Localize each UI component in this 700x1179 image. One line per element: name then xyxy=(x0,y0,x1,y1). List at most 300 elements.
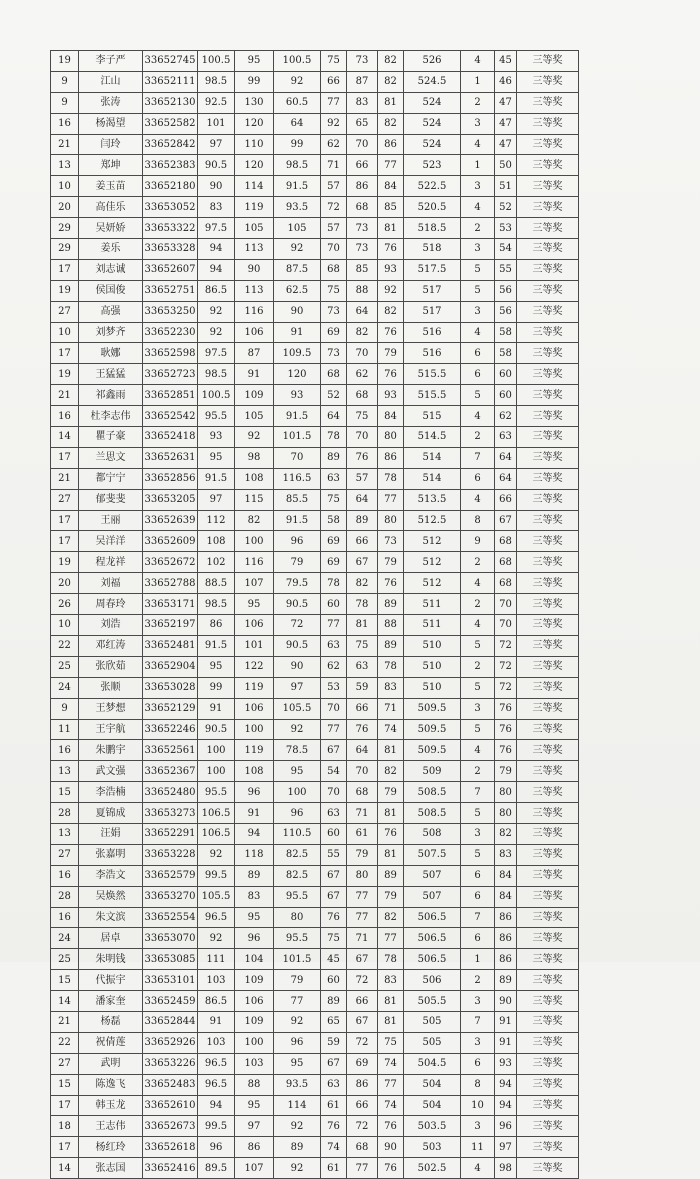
score-cell: 100 xyxy=(235,531,274,552)
score-cell: 81 xyxy=(378,92,404,113)
award-cell: 三等奖 xyxy=(517,531,579,552)
score-cell: 93.5 xyxy=(274,197,321,218)
class-rank-cell: 6 xyxy=(461,886,495,907)
score-cell: 68 xyxy=(347,1137,378,1158)
score-cell: 81 xyxy=(378,991,404,1012)
name-cell: 张志国 xyxy=(79,1158,143,1179)
student-id-cell: 33652459 xyxy=(143,991,198,1012)
overall-rank-cell: 58 xyxy=(495,343,517,364)
class-cell: 15 xyxy=(51,1074,79,1095)
class-rank-cell: 5 xyxy=(461,259,495,280)
name-cell: 郁斐斐 xyxy=(79,489,143,510)
class-cell: 17 xyxy=(51,1137,79,1158)
name-cell: 刘志诚 xyxy=(79,259,143,280)
score-cell: 106 xyxy=(235,698,274,719)
score-cell: 90.5 xyxy=(274,594,321,615)
score-cell: 93 xyxy=(378,385,404,406)
name-cell: 姜玉苗 xyxy=(79,176,143,197)
score-cell: 90.5 xyxy=(274,635,321,656)
class-rank-cell: 5 xyxy=(461,677,495,698)
total-cell: 515.5 xyxy=(404,385,461,406)
class-cell: 11 xyxy=(51,719,79,740)
name-cell: 张嘉明 xyxy=(79,844,143,865)
score-cell: 60.5 xyxy=(274,92,321,113)
class-rank-cell: 3 xyxy=(461,301,495,322)
name-cell: 闫玲 xyxy=(79,134,143,155)
total-cell: 518 xyxy=(404,239,461,260)
class-rank-cell: 11 xyxy=(461,1137,495,1158)
name-cell: 侯国俊 xyxy=(79,280,143,301)
overall-rank-cell: 80 xyxy=(495,803,517,824)
score-cell: 86.5 xyxy=(198,991,235,1012)
table-row xyxy=(51,134,579,155)
student-id-cell: 33652607 xyxy=(143,259,198,280)
student-id-cell: 33653250 xyxy=(143,301,198,322)
class-cell: 27 xyxy=(51,1053,79,1074)
name-cell: 王梦想 xyxy=(79,698,143,719)
table-row xyxy=(51,489,579,510)
score-cell: 97.5 xyxy=(198,343,235,364)
student-id-cell: 33652926 xyxy=(143,1032,198,1053)
class-rank-cell: 6 xyxy=(461,928,495,949)
name-cell: 祝倩莲 xyxy=(79,1032,143,1053)
student-id-cell: 33653052 xyxy=(143,197,198,218)
overall-rank-cell: 47 xyxy=(495,113,517,134)
total-cell: 504 xyxy=(404,1074,461,1095)
score-cell: 114 xyxy=(235,176,274,197)
score-cell: 68 xyxy=(321,364,347,385)
class-cell: 9 xyxy=(51,698,79,719)
name-cell: 李浩文 xyxy=(79,865,143,886)
total-cell: 509.5 xyxy=(404,740,461,761)
score-cell: 92 xyxy=(274,1011,321,1032)
overall-rank-cell: 58 xyxy=(495,322,517,343)
score-cell: 95 xyxy=(274,1053,321,1074)
score-cell: 81 xyxy=(378,844,404,865)
award-cell: 三等奖 xyxy=(517,865,579,886)
score-cell: 52 xyxy=(321,385,347,406)
total-cell: 507 xyxy=(404,886,461,907)
table-row xyxy=(51,698,579,719)
score-cell: 93 xyxy=(274,385,321,406)
score-cell: 63 xyxy=(321,803,347,824)
student-id-cell: 33652673 xyxy=(143,1116,198,1137)
score-cell: 82 xyxy=(378,51,404,72)
score-cell: 116 xyxy=(235,552,274,573)
class-rank-cell: 3 xyxy=(461,991,495,1012)
class-rank-cell: 4 xyxy=(461,489,495,510)
total-cell: 508.5 xyxy=(404,782,461,803)
class-rank-cell: 4 xyxy=(461,1158,495,1179)
score-cell: 94 xyxy=(198,259,235,280)
score-cell: 74 xyxy=(378,719,404,740)
table-row xyxy=(51,176,579,197)
score-cell: 95 xyxy=(235,594,274,615)
student-id-cell: 33653226 xyxy=(143,1053,198,1074)
award-cell: 三等奖 xyxy=(517,615,579,636)
score-cell: 95 xyxy=(235,1095,274,1116)
overall-rank-cell: 91 xyxy=(495,1011,517,1032)
table-row xyxy=(51,656,579,677)
student-id-cell: 33652751 xyxy=(143,280,198,301)
class-cell: 27 xyxy=(51,489,79,510)
overall-rank-cell: 53 xyxy=(495,218,517,239)
score-cell: 69 xyxy=(321,322,347,343)
class-rank-cell: 2 xyxy=(461,427,495,448)
student-id-cell: 33652631 xyxy=(143,447,198,468)
score-cell: 95 xyxy=(198,447,235,468)
table-row xyxy=(51,635,579,656)
score-cell: 107 xyxy=(235,573,274,594)
overall-rank-cell: 76 xyxy=(495,719,517,740)
score-cell: 76 xyxy=(378,239,404,260)
class-rank-cell: 3 xyxy=(461,823,495,844)
score-cell: 106.5 xyxy=(198,823,235,844)
class-rank-cell: 4 xyxy=(461,197,495,218)
score-cell: 83 xyxy=(235,886,274,907)
score-cell: 93.5 xyxy=(274,1074,321,1095)
score-cell: 91.5 xyxy=(274,406,321,427)
score-cell: 80 xyxy=(274,907,321,928)
total-cell: 504 xyxy=(404,1095,461,1116)
total-cell: 526 xyxy=(404,51,461,72)
name-cell: 吴洋洋 xyxy=(79,531,143,552)
score-cell: 92 xyxy=(198,928,235,949)
score-cell: 54 xyxy=(321,761,347,782)
class-rank-cell: 4 xyxy=(461,51,495,72)
award-cell: 三等奖 xyxy=(517,447,579,468)
award-cell: 三等奖 xyxy=(517,322,579,343)
score-cell: 120 xyxy=(274,364,321,385)
score-cell: 64 xyxy=(274,113,321,134)
score-cell: 113 xyxy=(235,280,274,301)
total-cell: 524 xyxy=(404,92,461,113)
student-id-cell: 33653270 xyxy=(143,886,198,907)
class-cell: 21 xyxy=(51,385,79,406)
name-cell: 杨红玲 xyxy=(79,1137,143,1158)
student-id-cell: 33652610 xyxy=(143,1095,198,1116)
table-row xyxy=(51,991,579,1012)
score-cell: 91 xyxy=(235,364,274,385)
score-cell: 94 xyxy=(235,823,274,844)
score-cell: 70 xyxy=(321,782,347,803)
score-cell: 77 xyxy=(321,92,347,113)
score-cell: 73 xyxy=(321,343,347,364)
overall-rank-cell: 72 xyxy=(495,677,517,698)
score-cell: 120 xyxy=(235,155,274,176)
score-cell: 91.5 xyxy=(274,510,321,531)
table-row xyxy=(51,218,579,239)
class-cell: 14 xyxy=(51,1158,79,1179)
name-cell: 代振宇 xyxy=(79,970,143,991)
score-cell: 59 xyxy=(347,677,378,698)
score-cell: 89.5 xyxy=(198,1158,235,1179)
score-cell: 73 xyxy=(378,531,404,552)
score-cell: 109 xyxy=(235,1011,274,1032)
total-cell: 514 xyxy=(404,468,461,489)
score-cell: 83 xyxy=(198,197,235,218)
score-cell: 104 xyxy=(235,949,274,970)
score-cell: 77 xyxy=(378,155,404,176)
score-cell: 112 xyxy=(198,510,235,531)
overall-rank-cell: 91 xyxy=(495,1032,517,1053)
total-cell: 509.5 xyxy=(404,698,461,719)
award-cell: 三等奖 xyxy=(517,1053,579,1074)
score-cell: 74 xyxy=(378,1095,404,1116)
score-cell: 98.5 xyxy=(198,364,235,385)
total-cell: 506 xyxy=(404,970,461,991)
student-id-cell: 33653101 xyxy=(143,970,198,991)
score-cell: 122 xyxy=(235,656,274,677)
score-cell: 113 xyxy=(235,239,274,260)
overall-rank-cell: 89 xyxy=(495,970,517,991)
table-row xyxy=(51,531,579,552)
name-cell: 兰思文 xyxy=(79,447,143,468)
table-row xyxy=(51,1053,579,1074)
score-cell: 101 xyxy=(235,635,274,656)
score-cell: 92.5 xyxy=(198,92,235,113)
score-cell: 76 xyxy=(378,1158,404,1179)
score-cell: 96 xyxy=(274,531,321,552)
score-cell: 91 xyxy=(198,698,235,719)
class-cell: 16 xyxy=(51,907,79,928)
overall-rank-cell: 62 xyxy=(495,406,517,427)
class-cell: 27 xyxy=(51,301,79,322)
score-cell: 90 xyxy=(274,301,321,322)
score-cell: 71 xyxy=(321,155,347,176)
class-rank-cell: 4 xyxy=(461,615,495,636)
name-cell: 张欣茹 xyxy=(79,656,143,677)
name-cell: 朱明钱 xyxy=(79,949,143,970)
score-cell: 83 xyxy=(347,92,378,113)
score-cell: 70 xyxy=(321,698,347,719)
overall-rank-cell: 98 xyxy=(495,1158,517,1179)
class-rank-cell: 2 xyxy=(461,761,495,782)
award-cell: 三等奖 xyxy=(517,1158,579,1179)
class-cell: 17 xyxy=(51,343,79,364)
class-rank-cell: 8 xyxy=(461,1074,495,1095)
student-id-cell: 33652542 xyxy=(143,406,198,427)
name-cell: 吴焕然 xyxy=(79,886,143,907)
award-cell: 三等奖 xyxy=(517,218,579,239)
score-cell: 91 xyxy=(274,322,321,343)
score-cell: 93 xyxy=(378,259,404,280)
student-id-cell: 33652844 xyxy=(143,1011,198,1032)
class-rank-cell: 2 xyxy=(461,656,495,677)
score-cell: 91.5 xyxy=(274,176,321,197)
name-cell: 韩玉龙 xyxy=(79,1095,143,1116)
score-cell: 76 xyxy=(378,364,404,385)
overall-rank-cell: 79 xyxy=(495,761,517,782)
class-cell: 28 xyxy=(51,803,79,824)
class-cell: 24 xyxy=(51,677,79,698)
score-cell: 130 xyxy=(235,92,274,113)
score-cell: 70 xyxy=(321,239,347,260)
class-cell: 16 xyxy=(51,113,79,134)
score-cell: 76 xyxy=(347,447,378,468)
score-cell: 75 xyxy=(321,280,347,301)
class-rank-cell: 6 xyxy=(461,1053,495,1074)
class-cell: 19 xyxy=(51,51,79,72)
score-cell: 66 xyxy=(347,155,378,176)
score-cell: 84 xyxy=(378,406,404,427)
award-cell: 三等奖 xyxy=(517,970,579,991)
table-row xyxy=(51,259,579,280)
name-cell: 郑坤 xyxy=(79,155,143,176)
award-cell: 三等奖 xyxy=(517,197,579,218)
table-row xyxy=(51,447,579,468)
class-rank-cell: 9 xyxy=(461,531,495,552)
award-cell: 三等奖 xyxy=(517,176,579,197)
class-rank-cell: 8 xyxy=(461,510,495,531)
award-cell: 三等奖 xyxy=(517,239,579,260)
score-cell: 99.5 xyxy=(198,1116,235,1137)
score-cell: 91 xyxy=(198,1011,235,1032)
student-id-cell: 33652383 xyxy=(143,155,198,176)
score-cell: 106 xyxy=(235,991,274,1012)
name-cell: 武文强 xyxy=(79,761,143,782)
score-cell: 76 xyxy=(378,1116,404,1137)
student-id-cell: 33652246 xyxy=(143,719,198,740)
score-cell: 118 xyxy=(235,844,274,865)
overall-rank-cell: 94 xyxy=(495,1074,517,1095)
score-cell: 110.5 xyxy=(274,823,321,844)
class-rank-cell: 3 xyxy=(461,113,495,134)
class-rank-cell: 5 xyxy=(461,719,495,740)
award-cell: 三等奖 xyxy=(517,698,579,719)
student-id-cell: 33652561 xyxy=(143,740,198,761)
score-cell: 71 xyxy=(347,928,378,949)
table-row xyxy=(51,343,579,364)
score-cell: 90.5 xyxy=(198,155,235,176)
class-cell: 17 xyxy=(51,1095,79,1116)
score-cell: 59 xyxy=(321,1032,347,1053)
score-cell: 67 xyxy=(321,1053,347,1074)
total-cell: 509.5 xyxy=(404,719,461,740)
score-cell: 116.5 xyxy=(274,468,321,489)
award-cell: 三等奖 xyxy=(517,134,579,155)
score-cell: 96.5 xyxy=(198,907,235,928)
total-cell: 508 xyxy=(404,823,461,844)
total-cell: 517 xyxy=(404,280,461,301)
class-cell: 17 xyxy=(51,259,79,280)
total-cell: 505 xyxy=(404,1011,461,1032)
score-cell: 57 xyxy=(347,468,378,489)
class-rank-cell: 7 xyxy=(461,907,495,928)
class-rank-cell: 3 xyxy=(461,176,495,197)
score-cell: 86 xyxy=(347,176,378,197)
score-cell: 70 xyxy=(347,134,378,155)
class-cell: 10 xyxy=(51,322,79,343)
score-cell: 82.5 xyxy=(274,865,321,886)
total-cell: 524 xyxy=(404,134,461,155)
class-rank-cell: 10 xyxy=(461,1095,495,1116)
total-cell: 506.5 xyxy=(404,928,461,949)
class-cell: 25 xyxy=(51,656,79,677)
total-cell: 517.5 xyxy=(404,259,461,280)
score-cell: 77 xyxy=(347,907,378,928)
class-rank-cell: 5 xyxy=(461,635,495,656)
name-cell: 王宇航 xyxy=(79,719,143,740)
student-id-cell: 33652582 xyxy=(143,113,198,134)
total-cell: 515 xyxy=(404,406,461,427)
name-cell: 杨磊 xyxy=(79,1011,143,1032)
score-cell: 90 xyxy=(378,1137,404,1158)
overall-rank-cell: 67 xyxy=(495,510,517,531)
class-rank-cell: 1 xyxy=(461,155,495,176)
score-cell: 77 xyxy=(378,489,404,510)
score-cell: 82.5 xyxy=(274,844,321,865)
table-row xyxy=(51,322,579,343)
score-cell: 68 xyxy=(321,259,347,280)
name-cell: 刘浩 xyxy=(79,615,143,636)
name-cell: 姜乐 xyxy=(79,239,143,260)
score-cell: 91 xyxy=(235,803,274,824)
class-cell: 16 xyxy=(51,406,79,427)
score-cell: 78.5 xyxy=(274,740,321,761)
score-cell: 99 xyxy=(274,134,321,155)
score-cell: 115 xyxy=(235,489,274,510)
student-id-cell: 33652579 xyxy=(143,865,198,886)
score-cell: 67 xyxy=(347,1011,378,1032)
score-cell: 83 xyxy=(378,677,404,698)
overall-rank-cell: 84 xyxy=(495,865,517,886)
score-cell: 80 xyxy=(378,427,404,448)
class-rank-cell: 4 xyxy=(461,134,495,155)
score-cell: 95 xyxy=(274,761,321,782)
total-cell: 522.5 xyxy=(404,176,461,197)
student-id-cell: 33653085 xyxy=(143,949,198,970)
score-cell: 98.5 xyxy=(274,155,321,176)
class-cell: 14 xyxy=(51,991,79,1012)
award-cell: 三等奖 xyxy=(517,1095,579,1116)
score-cell: 90 xyxy=(274,656,321,677)
score-cell: 85.5 xyxy=(274,489,321,510)
class-cell: 19 xyxy=(51,552,79,573)
total-cell: 502.5 xyxy=(404,1158,461,1179)
student-id-cell: 33653228 xyxy=(143,844,198,865)
score-cell: 68 xyxy=(347,385,378,406)
class-cell: 13 xyxy=(51,155,79,176)
award-cell: 三等奖 xyxy=(517,51,579,72)
name-cell: 汪娟 xyxy=(79,823,143,844)
score-cell: 100 xyxy=(198,761,235,782)
overall-rank-cell: 80 xyxy=(495,782,517,803)
score-cell: 63 xyxy=(347,656,378,677)
overall-rank-cell: 94 xyxy=(495,1095,517,1116)
student-id-cell: 33653322 xyxy=(143,218,198,239)
score-cell: 96.5 xyxy=(198,1053,235,1074)
total-cell: 516 xyxy=(404,322,461,343)
score-cell: 57 xyxy=(321,176,347,197)
total-cell: 512 xyxy=(404,573,461,594)
overall-rank-cell: 96 xyxy=(495,1116,517,1137)
score-cell: 71 xyxy=(378,698,404,719)
score-cell: 81 xyxy=(378,740,404,761)
score-cell: 64 xyxy=(347,740,378,761)
table-row xyxy=(51,573,579,594)
overall-rank-cell: 68 xyxy=(495,552,517,573)
overall-rank-cell: 76 xyxy=(495,740,517,761)
score-cell: 75 xyxy=(347,635,378,656)
award-cell: 三等奖 xyxy=(517,991,579,1012)
award-cell: 三等奖 xyxy=(517,92,579,113)
class-rank-cell: 5 xyxy=(461,385,495,406)
total-cell: 510 xyxy=(404,635,461,656)
name-cell: 瞿子豪 xyxy=(79,427,143,448)
score-cell: 91.5 xyxy=(198,635,235,656)
score-cell: 97 xyxy=(198,489,235,510)
